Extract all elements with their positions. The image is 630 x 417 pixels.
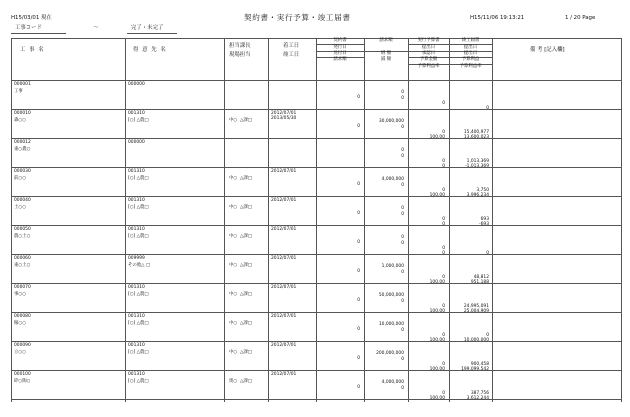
customer-code: 000000 — [128, 82, 145, 87]
chakko-date: 2012/07/01 — [271, 372, 297, 377]
gengaku-amount: 0 — [401, 183, 404, 188]
yosan-rate: 0 — [442, 222, 445, 227]
zougaku-amount: 0 — [401, 206, 404, 211]
zougaku-amount: 4,000,000 — [381, 177, 404, 182]
genba-tanto: △課□ — [240, 350, 252, 355]
zougaku-amount: 0 — [401, 235, 404, 240]
keiyaku-amount: 0 — [357, 269, 360, 274]
customer-code: 001310 — [128, 372, 145, 377]
genba-tanto: △課□ — [240, 321, 252, 326]
filter-underline — [127, 33, 177, 34]
yosan-amount: 0 — [442, 217, 445, 222]
yosan-rieki: 693 — [480, 217, 489, 222]
gengaku-amount: 0 — [401, 125, 404, 130]
chakko-date: 2012/07/01 — [271, 227, 297, 232]
yosan-rieki: 1,013,369 — [466, 159, 489, 164]
chakko-date: 2012/07/01 — [271, 111, 297, 116]
keiyaku-amount: 0 — [357, 240, 360, 245]
filter-tilde: ～ — [93, 25, 99, 31]
customer-name: [○] △農□ — [128, 176, 149, 181]
zougaku-amount: 4,000,000 — [381, 380, 404, 385]
keiyaku-amount: 0 — [357, 298, 360, 303]
zougaku-amount: 50,000,000 — [378, 293, 404, 298]
column-divider — [224, 38, 225, 402]
col-header-shunko-sub: 提出日 — [463, 45, 478, 50]
genba-tanto: △課□ — [240, 234, 252, 239]
genba-tanto: △課□ — [240, 292, 252, 297]
customer-name: [○] △農□ — [128, 205, 149, 210]
customer-code: 001310 — [128, 343, 145, 348]
yosan-riekiritsu: 10,000,000 — [463, 338, 489, 343]
col-header-zougaku: 増 額 — [380, 51, 392, 56]
keiyaku-amount: 0 — [357, 327, 360, 332]
customer-code: 001310 — [128, 314, 145, 319]
genba-tanto: △課□ — [240, 205, 252, 210]
yosan-amount: 0 — [442, 304, 445, 309]
eigyo-tanto: 中○ — [229, 205, 238, 210]
gengaku-amount: 0 — [401, 270, 404, 275]
column-divider — [492, 38, 493, 402]
koji-code: 000060 — [14, 256, 31, 261]
gengaku-amount: 0 — [401, 386, 404, 391]
customer-name: その他△ □ — [128, 263, 151, 268]
col-header-kanko: 竣工日 — [283, 52, 300, 58]
row-divider — [11, 106, 621, 111]
customer-name: [○] △農□ — [128, 379, 149, 384]
yosan-amount: 0 — [442, 246, 445, 251]
col-header-shunko-sub: 予算利益率 — [459, 64, 482, 69]
col-header-chakko: 着工日 — [283, 43, 300, 49]
yosan-amount: 0 — [442, 275, 445, 280]
chakko-date: 2012/07/01 — [271, 198, 297, 203]
koji-code: 000080 — [14, 314, 31, 319]
col-header-biko: 備 考 [記入欄] — [530, 47, 565, 53]
zougaku-amount: 0 — [401, 90, 404, 95]
zougaku-amount: 200,000,000 — [376, 351, 404, 356]
column-divider — [125, 38, 126, 402]
keiyaku-amount: 0 — [357, 95, 360, 100]
koji-code: 000100 — [14, 372, 31, 377]
koji-name: 東○農○ — [14, 147, 31, 152]
yosan-rate: 100.00 — [429, 135, 445, 140]
koji-code: 000050 — [14, 227, 31, 232]
gengaku-amount: 0 — [401, 154, 404, 159]
genba-tanto: △課□ — [240, 379, 252, 384]
col-header-jikko-yosan: 実行予算書 — [417, 38, 440, 43]
customer-name: [○] △農□ — [128, 292, 149, 297]
gengaku-amount: 0 — [401, 328, 404, 333]
gengaku-amount: 0 — [401, 357, 404, 362]
zougaku-amount: 0 — [401, 148, 404, 153]
yosan-rate: 100.00 — [429, 338, 445, 343]
col-header-keiyaku-sub: 送付日 — [333, 51, 347, 56]
col-header-keiyaku: 契約書 — [333, 38, 347, 43]
col-header-shunko: 竣工届書 — [461, 38, 480, 43]
zougaku-amount: 30,000,000 — [378, 119, 404, 124]
col-header-seikyu: 請求額 — [379, 38, 393, 43]
yosan-amount: 0 — [442, 391, 445, 396]
yosan-riekiritsu: 951,188 — [470, 280, 489, 285]
customer-code: 000000 — [128, 140, 145, 145]
chakko-date: 2012/07/01 — [271, 256, 297, 261]
yosan-amount: 0 — [442, 101, 445, 106]
yosan-rieki: 48,812 — [473, 275, 489, 280]
yosan-riekiritsu: -1,013,369 — [465, 164, 489, 169]
column-divider — [316, 38, 317, 402]
col-header-jikko-sub: 承認日 — [421, 51, 436, 56]
koji-code: 000090 — [14, 343, 31, 348]
koji-name: 東○土○ — [14, 263, 31, 268]
yosan-rate: 0 — [442, 164, 445, 169]
koji-code: 000010 — [14, 111, 31, 116]
eigyo-tanto: 中○ — [229, 263, 238, 268]
zougaku-amount: 1,000,000 — [381, 264, 404, 269]
gengaku-amount: 0 — [401, 241, 404, 246]
yosan-amount: 0 — [442, 130, 445, 135]
koji-name: 砕○陶○ — [14, 379, 31, 384]
genba-tanto: △課□ — [240, 263, 252, 268]
customer-code: 001310 — [128, 227, 145, 232]
filter-label: 工事コード — [15, 25, 42, 31]
keiyaku-amount: 0 — [357, 124, 360, 129]
chakko-date: 2012/07/01 — [271, 169, 297, 174]
print-datetime: H15/11/06 19:13:21 — [470, 15, 525, 21]
yosan-riekiritsu: -693 — [479, 222, 489, 227]
filter-status: 完了・未完了 — [131, 25, 164, 31]
chakko-date: 2012/07/01 — [271, 343, 297, 348]
keiyaku-amount: 0 — [357, 182, 360, 187]
row-divider — [11, 251, 621, 256]
eigyo-tanto: 中○ — [229, 118, 238, 123]
col-header-jikko-sub: 提出日 — [421, 45, 436, 50]
table-left-border — [11, 38, 12, 402]
yosan-riekiritsu: 0 — [486, 106, 489, 111]
keiyaku-amount: 0 — [357, 385, 360, 390]
gengaku-amount: 0 — [401, 299, 404, 304]
yosan-riekiritsu: 3,612,244 — [466, 396, 489, 401]
koji-name: 稼○○ — [14, 321, 27, 326]
gengaku-amount: 0 — [401, 96, 404, 101]
customer-code: 001310 — [128, 198, 145, 203]
yosan-riekiritsu: 25,004,909 — [463, 309, 489, 314]
yosan-rate: 0 — [442, 251, 445, 256]
keiyaku-amount: 0 — [357, 356, 360, 361]
yosan-rieki: 15,400,977 — [463, 130, 489, 135]
koji-name: 事○○ — [14, 292, 27, 297]
chakko-date: 2012/07/01 — [271, 285, 297, 290]
filter-underline — [11, 33, 66, 34]
yosan-rate: 100.00 — [429, 309, 445, 314]
report-date: H15/03/01 現在 — [11, 15, 52, 21]
kanko-date: 2013/05/30 — [271, 116, 297, 121]
zougaku-amount: 10,000,000 — [378, 322, 404, 327]
gengaku-amount: 0 — [401, 212, 404, 217]
koji-code: 000070 — [14, 285, 31, 290]
yosan-rate: 100.00 — [429, 367, 445, 372]
koji-code: 000040 — [14, 198, 31, 203]
koji-name: 工事 — [14, 89, 23, 94]
koji-name: 森○○ — [14, 118, 27, 123]
col-header-jikko-sub: 予算金額 — [419, 57, 438, 62]
koji-name: 土○○ — [14, 205, 27, 210]
koji-code: 000030 — [14, 169, 31, 174]
yosan-rieki: 3,750 — [476, 188, 489, 193]
koji-name: 前○○ — [14, 176, 27, 181]
yosan-riekiritsu: 3,996,234 — [466, 193, 489, 198]
customer-name: [○] △農□ — [128, 234, 149, 239]
eigyo-tanto: 中○ — [229, 176, 238, 181]
yosan-rieki: 900,458 — [470, 362, 489, 367]
col-header-jikko-sub: 予算利益率 — [417, 64, 440, 69]
col-header-eigyo-tanto: 担当課長 — [229, 43, 251, 49]
col-header-chumonsha: 得 意 先 名 — [133, 47, 167, 53]
yosan-amount: 0 — [442, 362, 445, 367]
yosan-rate: 100.00 — [429, 396, 445, 401]
eigyo-tanto: 中○ — [229, 292, 238, 297]
koji-code: 000012 — [14, 140, 31, 145]
keiyaku-amount: 0 — [357, 211, 360, 216]
yosan-amount: 0 — [442, 188, 445, 193]
col-header-shunko-sub: 予算利益 — [461, 57, 480, 62]
koji-name: 農○土○ — [14, 234, 31, 239]
genba-tanto: △課□ — [240, 176, 252, 181]
table-right-border — [621, 38, 622, 402]
customer-name: [○] △農□ — [128, 350, 149, 355]
col-header-shunko-sub: 提出日 — [463, 51, 478, 56]
page-number: 1 / 20 Page — [565, 15, 596, 21]
koji-code: 000001 — [14, 82, 31, 87]
col-header-koji-mei: 工 事 名 — [20, 47, 45, 53]
eigyo-tanto: 中○ — [229, 234, 238, 239]
customer-code: 001310 — [128, 169, 145, 174]
report-title: 契約書・実行予算・竣工届書 — [244, 13, 351, 22]
yosan-riekiritsu: 13,600,023 — [463, 135, 489, 140]
col-header-keiyaku-sub: 請求額 — [333, 57, 347, 62]
yosan-rieki: 387,756 — [470, 391, 489, 396]
yosan-rate: 100.00 — [429, 193, 445, 198]
customer-name: [○] △農□ — [128, 321, 149, 326]
customer-code: 009999 — [128, 256, 145, 261]
yosan-riekiritsu: 0 — [486, 251, 489, 256]
koji-name: 立○○ — [14, 350, 27, 355]
col-header-gengaku: 減 額 — [380, 57, 392, 62]
chakko-date: 2012/07/01 — [271, 314, 297, 319]
yosan-riekiritsu: 199,099,542 — [461, 367, 489, 372]
yosan-amount: 0 — [442, 159, 445, 164]
col-header-keiyaku-sub: 発行日 — [333, 45, 347, 50]
eigyo-tanto: 中○ — [229, 321, 238, 326]
yosan-rieki: 24,995,091 — [463, 304, 489, 309]
yosan-rate: 100.00 — [429, 280, 445, 285]
yosan-rieki: 0 — [486, 333, 489, 338]
header-subline — [408, 44, 492, 45]
customer-name: [○] △農□ — [128, 118, 149, 123]
eigyo-tanto: 中○ — [229, 350, 238, 355]
yosan-amount: 0 — [442, 333, 445, 338]
eigyo-tanto: 奥○ — [229, 379, 238, 384]
col-header-genba-tanto: 現場担当 — [229, 52, 251, 58]
customer-code: 001310 — [128, 285, 145, 290]
column-divider — [268, 38, 269, 402]
customer-code: 001310 — [128, 111, 145, 116]
genba-tanto: △課□ — [240, 118, 252, 123]
